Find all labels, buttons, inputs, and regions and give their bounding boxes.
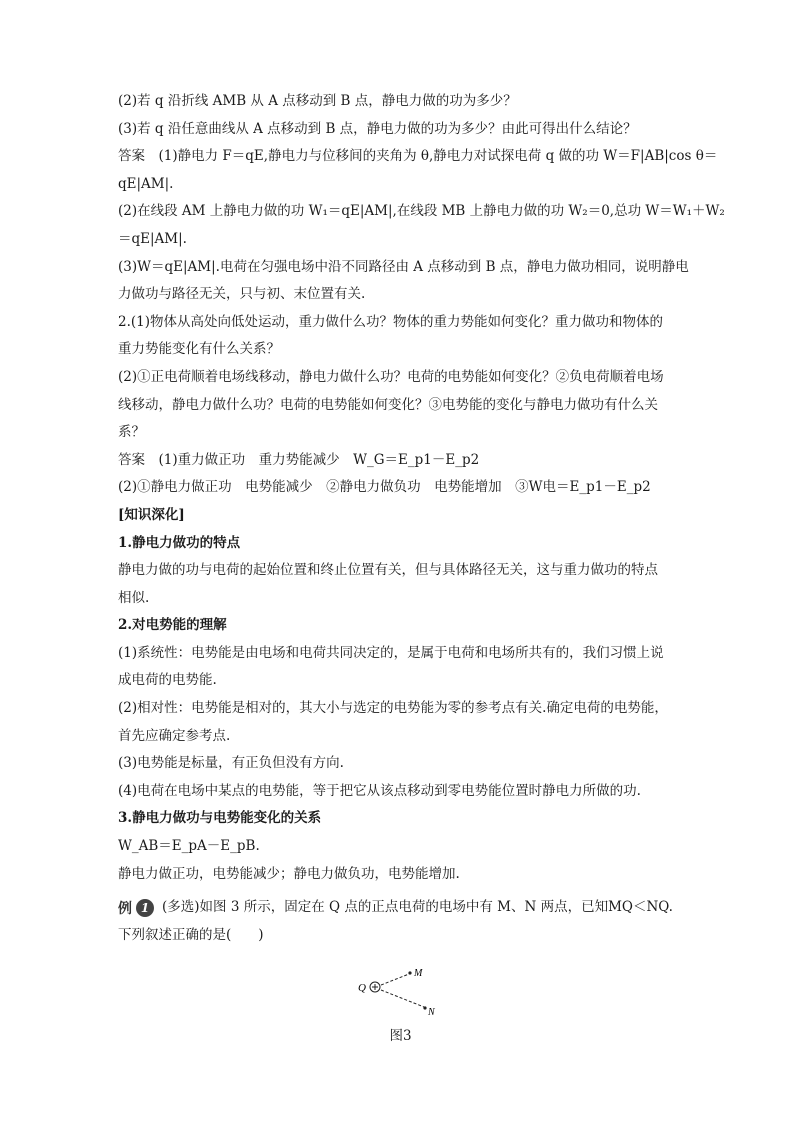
question-b2-line-1: (2)①正电荷顺着电场线移动，静电力做什么功？电荷的电势能如何变化？②负电荷顺着电场 xyxy=(118,368,664,385)
answer-3-line-1: (3)W＝qE|AM|.电荷在匀强电场中沿不同路径由 A 点移动到 B 点，静电力做功相同，说明静电 xyxy=(118,258,689,275)
heading-2: 2.对电势能的理解 xyxy=(118,617,227,634)
example-number-badge: 1 xyxy=(136,899,154,917)
figure-caption: 图3 xyxy=(389,1028,412,1045)
heading-3: 3.静电力做功与电势能变化的关系 xyxy=(118,810,322,827)
example-question-line-1: (多选)如图 3 所示，固定在 Q 点的正点电荷的电场中有 M、N 两点，已知MQ＜NQ. xyxy=(162,899,673,916)
answer-2-line-1: (2)在线段 AM 上静电力做的功 W₁＝qE|AM|,在线段 MB 上静电力做的功 W₂＝0,总功 W＝W₁＋W₂ xyxy=(118,203,725,220)
answer-b1: 答案 (1)重力做正功 重力势能减少 W_G＝E_p1－E_p2 xyxy=(118,451,480,468)
para-2-4: (4)电荷在电场中某点的电势能，等于把它从该点移动到零电势能位置时静电力所做的功. xyxy=(118,782,641,799)
figure-3 xyxy=(118,949,683,1024)
question-b1-line-2: 重力势能变化有什么关系？ xyxy=(118,341,280,358)
dashed-line-qn xyxy=(381,990,424,1007)
n-label: N xyxy=(428,1007,435,1019)
para-2-1-line-1: (1)系统性：电势能是由电场和电荷共同决定的，是属于电荷和电场所共有的，我们习惯上说 xyxy=(118,644,664,661)
answer-1-line-1: 答案 (1)静电力 F＝qE,静电力与位移间的夹角为 θ,静电力对试探电荷 q 做的功 W＝F|AB|cos θ＝ xyxy=(118,148,718,165)
m-label: M xyxy=(414,968,423,980)
question-b2-line-2: 线移动，静电力做什么功？电荷的电势能如何变化？③电势能的变化与静电力做功有什么关 xyxy=(118,396,658,413)
q-label: Q xyxy=(358,982,366,995)
document-page xyxy=(118,88,725,1048)
example-question-line-2: 下列叙述正确的是( ) xyxy=(118,926,264,943)
question-b2-line-3: 系？ xyxy=(118,424,145,441)
formula-wab: W_AB＝E_pA－E_pB. xyxy=(118,838,260,855)
para-2-1-line-2: 成电荷的电势能. xyxy=(118,672,217,689)
heading-1: 1.静电力做功的特点 xyxy=(118,534,241,551)
field-diagram xyxy=(118,949,683,1024)
answer-3-line-2: 力做功与路径无关，只与初、末位置有关. xyxy=(118,286,366,303)
point-m xyxy=(408,972,411,975)
example-label: 例 xyxy=(118,901,132,918)
dashed-line-qm xyxy=(381,974,409,985)
question-3: (3)若 q 沿任意曲线从 A 点移动到 B 点，静电力做的功为多少？由此可得出什么结论？ xyxy=(118,120,637,137)
answer-b2: (2)①静电力做正功 电势能减少 ②静电力做负功 电势能增加 ③W电＝E_p1－E_p2 xyxy=(118,479,651,496)
point-n xyxy=(423,1007,426,1010)
question-b1-line-1: 2.(1)物体从高处向低处运动，重力做什么功？物体的重力势能如何变化？重力做功和物体的 xyxy=(118,313,664,330)
answer-2-line-2: ＝qE|AM|. xyxy=(118,230,187,247)
answer-1-line-2: qE|AM|. xyxy=(118,175,174,192)
para-2-2-line-2: 首先应确定参考点. xyxy=(118,727,231,744)
para-3: 静电力做正功，电势能减少；静电力做负功，电势能增加. xyxy=(118,865,460,882)
text-block xyxy=(118,88,725,888)
question-2: (2)若 q 沿折线 AMB 从 A 点移动到 B 点，静电力做的功为多少？ xyxy=(118,93,517,109)
para-1-line-1: 静电力做的功与电荷的起始位置和终止位置有关，但与具体路径无关，这与重力做功的特点 xyxy=(118,562,658,579)
section-knowledge-deepening: [知识深化] xyxy=(118,506,185,523)
para-2-2-line-1: (2)相对性：电势能是相对的，其大小与选定的电势能为零的参考点有关.确定电荷的电势能， xyxy=(118,700,668,717)
example-header xyxy=(118,894,683,922)
para-2-3: (3)电势能是标量，有正负但没有方向. xyxy=(118,755,344,772)
para-1-line-2: 相似. xyxy=(118,589,150,606)
